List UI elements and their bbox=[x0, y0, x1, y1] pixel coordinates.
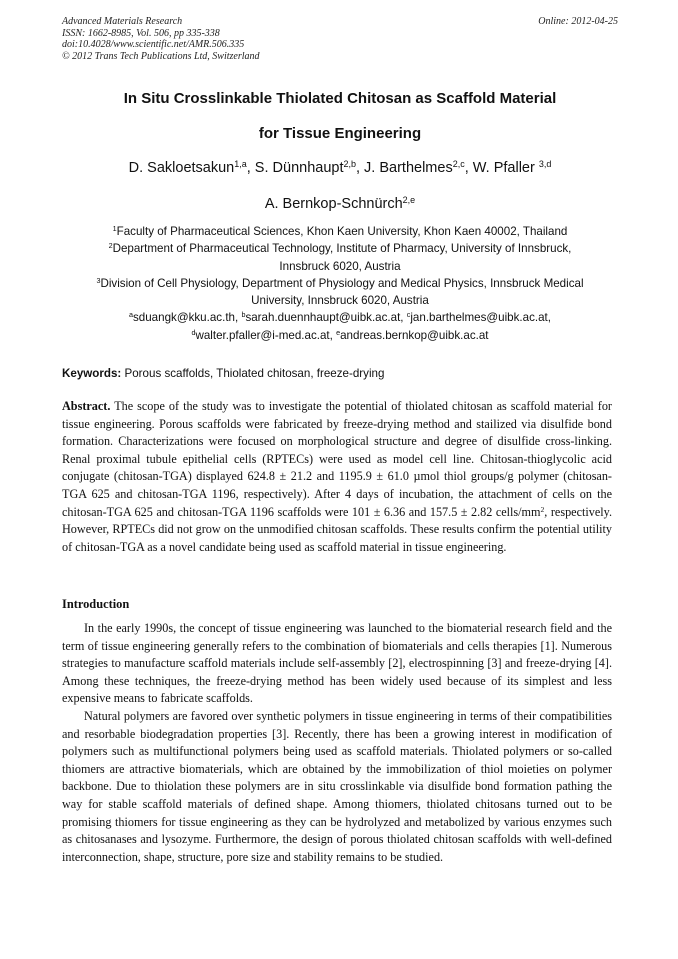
keywords-label: Keywords: bbox=[62, 367, 122, 380]
abstract-text-cont: , respectively. However, RPTECs did not grow on the unmodified chitosan scaffolds. These results confirm the potential utility of chitosan-TGA as a novel candidate being used as scaffold material in tissue engineering. bbox=[62, 504, 612, 554]
email-link[interactable]: andreas.bernkop@uibk.ac.at bbox=[340, 328, 489, 342]
affiliation-sup: 3 bbox=[96, 275, 101, 285]
author-name: A. Bernkop-Schnürch bbox=[264, 196, 403, 212]
email-link[interactable]: sarah.duennhaupt@uibk.ac.at, bbox=[245, 311, 407, 325]
journal-name: Advanced Materials Research bbox=[62, 16, 183, 27]
author-list bbox=[62, 160, 618, 176]
abstract bbox=[62, 398, 612, 556]
affiliation-3 bbox=[62, 275, 618, 292]
affiliation-1 bbox=[62, 223, 618, 240]
issn-line: ISSN: 1662-8985, Vol. 506, pp 335-338 bbox=[62, 27, 220, 39]
section-heading-introduction: Introduction bbox=[62, 597, 130, 611]
paper-title-line-1: In Situ Crosslinkable Thiolated Chitosan as Scaffold Material bbox=[123, 90, 557, 107]
email-link[interactable]: sduangk@kku.ac.th, bbox=[132, 311, 242, 325]
paper-title-line-2: for Tissue Engineering bbox=[258, 125, 422, 142]
email-sup: d bbox=[191, 327, 196, 337]
abstract-text: The scope of the study was to investigate the potential of thiolated chitosan as scaffold material for tissue engineering. Porous scaffolds were fabricated by freeze-drying method and stailized via disulfide bond formation. Characterizations were focused on morphological structure and degree of disulfide cross-linking. Renal proximal tubule epithelial cells (RPTECs) were used as model cell line. Chitosan-thioglycolic acid conjugate (chitosan-TGA) displayed 624.8 ± 21.2 and 1195.9 ± 61.0 µmol thiol groups/g polymer (chitosan-TGA 625 and chitosan-TGA 1196, respectively). After 4 days of incubation, the attachment of cells on the chitosan-TGA 625 and chitosan-TGA 1196 scaffolds were 101 ± 6.36 and 157.5 ± 2.82 cells/mm bbox=[62, 399, 612, 519]
author-name: , J. Barthelmes bbox=[356, 160, 453, 176]
author-sup: 3,d bbox=[538, 159, 552, 170]
author-sup: 1,a bbox=[234, 159, 247, 170]
email-sup: e bbox=[336, 327, 341, 337]
emails-line-1 bbox=[62, 309, 618, 326]
email-sup: a bbox=[128, 310, 133, 320]
affiliations bbox=[62, 223, 618, 344]
affiliation-2-cont: Innsbruck 6020, Austria bbox=[279, 259, 401, 273]
abstract-label: Abstract. bbox=[62, 399, 111, 413]
affiliation-3-cont: University, Innsbruck 6020, Austria bbox=[251, 294, 429, 308]
email-link[interactable]: jan.barthelmes@uibk.ac.at, bbox=[410, 311, 552, 325]
abstract-sup: 2 bbox=[540, 504, 545, 514]
affiliation-2 bbox=[62, 240, 618, 257]
affiliation-text: Faculty of Pharmaceutical Sciences, Khon Kaen University, Khon Kaen 40002, Thailand bbox=[116, 225, 568, 238]
affiliation-text: Department of Pharmaceutical Technology, Institute of Pharmacy, University of Innsbruck, bbox=[112, 242, 572, 256]
email-sup: c bbox=[406, 310, 411, 320]
journal-header bbox=[62, 16, 618, 62]
author-list-line-2 bbox=[62, 196, 618, 212]
author-name: , W. Pfaller bbox=[464, 160, 539, 176]
affiliation-sup: 1 bbox=[112, 224, 117, 234]
online-date: Online: 2012-04-25 bbox=[538, 16, 618, 27]
copyright-line: © 2012 Trans Tech Publications Ltd, Switzerland bbox=[62, 50, 260, 62]
author-name: D. Sakloetsakun bbox=[128, 160, 235, 176]
email-link[interactable]: walter.pfaller@i-med.ac.at, bbox=[195, 328, 337, 342]
paragraph: Natural polymers are favored over synthetic polymers in tissue engineering in terms of their compatibilities and resorbable biodegradation properties [3]. Recently, there has been a growing interest in modification of polymers such as multifunctional polymers being used as scaffold materials. Thiolated polymers or so-called thiomers are attractive biomaterials, which are obtained by the immobilization of thiol moieties on polymer backbone. Due to thiolation these polymers are in situ crosslinkable via disulfide bond formation pathing the way for stable scaffold materials of defined shape. Among thiomers, thiolated chitosans turned out to be promising thiomers for tissue engineering as they can be hydrolyzed and metabolized by various enzymes such as chitosanases and lysozyme. Furthermore, the design of porous thiolated chitosan scaffolds with well-defined interconnection, shape, structure, pore size and stability remains to be studied. bbox=[62, 708, 612, 864]
keywords bbox=[62, 367, 618, 380]
affiliation-text: Division of Cell Physiology, Department of Physiology and Medical Physics, Innsbruck Medical bbox=[100, 276, 584, 290]
author-sup: 2,b bbox=[343, 159, 356, 170]
doi-line: doi:10.4028/www.scientific.net/AMR.506.335 bbox=[62, 39, 245, 50]
author-sup: 2,c bbox=[452, 159, 465, 170]
author-sup: 2,e bbox=[402, 195, 416, 206]
paragraph: In the early 1990s, the concept of tissue engineering was launched to the biomaterial research field and the term of tissue engineering generally refers to the combination of biomaterials and cells therapies [1]. Numerous strategies to manufacture scaffold materials include self-assembly [2], electrospinning [3] and freeze-drying [4]. Among these techniques, the freeze-drying method has been widely used because of its simplest and less expensive means to fabricate scaffolds. bbox=[62, 621, 612, 706]
keywords-text: Porous scaffolds, Thiolated chitosan, freeze-drying bbox=[121, 367, 385, 380]
affiliation-sup: 2 bbox=[108, 241, 113, 251]
emails-line-2 bbox=[62, 327, 618, 344]
author-name: , S. Dünnhaupt bbox=[246, 160, 344, 176]
email-sup: b bbox=[241, 310, 246, 320]
introduction-body bbox=[62, 620, 612, 866]
